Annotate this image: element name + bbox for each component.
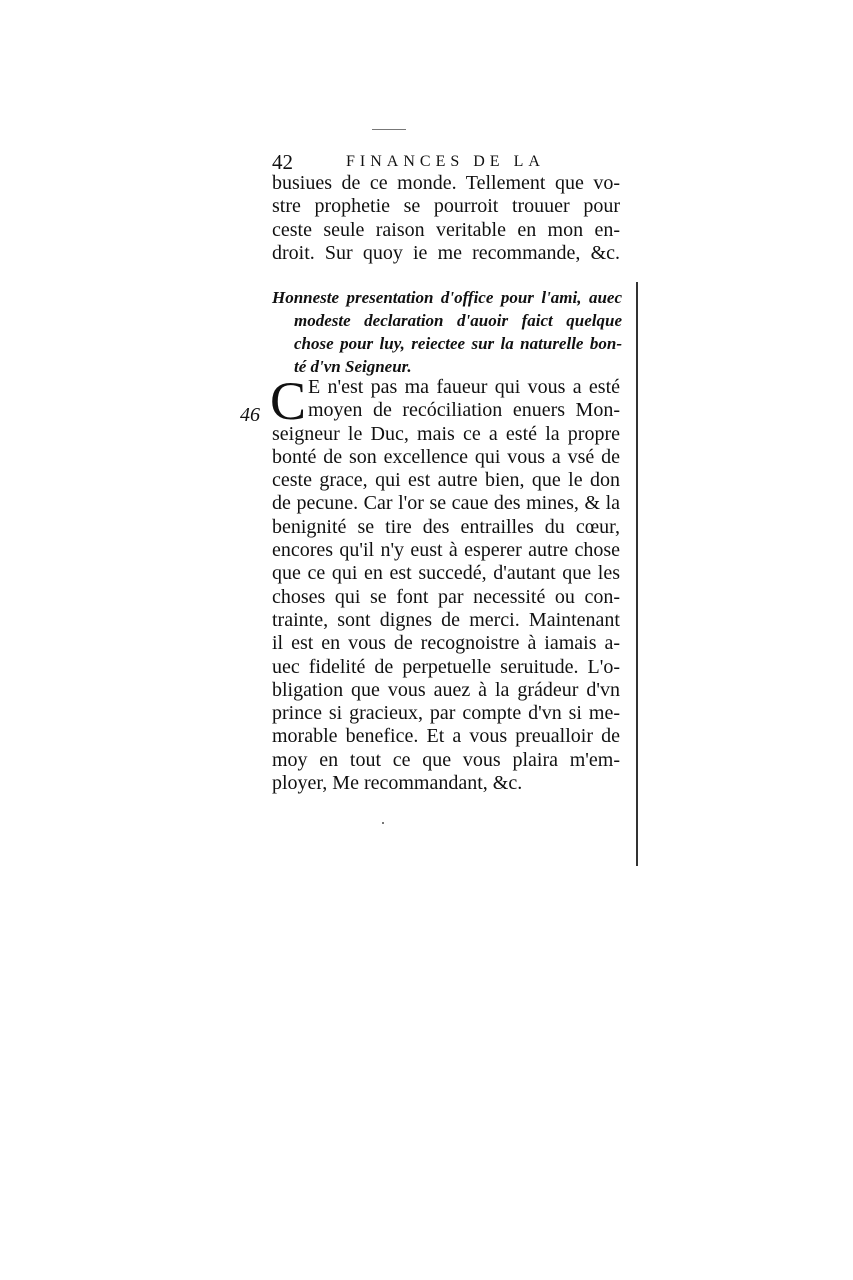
- page-edge-rule: [636, 282, 638, 866]
- running-title: FINANCES DE LA: [346, 153, 545, 170]
- text-line: ceste seule raison veritable en mon en-: [272, 218, 620, 241]
- heading-line: Honneste presentation d'office pour l'ami, auec: [272, 288, 622, 307]
- text-line: que ce qui en est succedé, d'autant que les: [272, 562, 620, 585]
- text-line: seigneur le Duc, mais ce a esté la propre: [272, 422, 620, 445]
- text-line: de pecune. Car l'or se caue des mines, & la: [272, 492, 620, 515]
- text-line: stre prophetie se pourroit trouuer pour: [272, 195, 620, 218]
- page-number: 42: [272, 150, 293, 174]
- text-line: E n'est pas ma faueur qui vous a esté: [308, 376, 620, 398]
- text-line: encores qu'il n'y eust à esperer autre chose: [272, 539, 620, 562]
- text-line: uec fidelité de perpetuelle seruitude. L'o-: [272, 655, 620, 678]
- text-line: ceste grace, qui est autre bien, que le don: [272, 469, 620, 492]
- text-line: ployer, Me recommandant, &c.: [272, 772, 523, 795]
- page-speck: [382, 822, 384, 824]
- page-speck: [372, 129, 406, 130]
- text-line: bonté de son excellence qui vous a vsé de: [272, 445, 620, 468]
- heading-line: té d'vn Seigneur.: [294, 357, 412, 376]
- text-line: busiues de ce monde. Tellement que vo-: [272, 172, 620, 194]
- letter-body: [270, 371, 620, 795]
- text-line: moy en tout ce que vous plaira m'em-: [272, 748, 620, 771]
- text-line: prince si gracieux, par compte d'vn si me-: [272, 702, 620, 725]
- text-line: morable benefice. Et a vous preualloir de: [272, 725, 620, 748]
- heading-line: modeste declaration d'auoir faict quelque: [294, 311, 622, 330]
- heading-line: chose pour luy, reiectee sur la naturelle bon-: [294, 334, 622, 353]
- continued-paragraph: [272, 172, 620, 265]
- text-line: droit. Sur quoy ie me recommande, &c.: [272, 241, 620, 264]
- text-line: moyen de recóciliation enuers Mon-: [308, 399, 620, 422]
- text-line: choses qui se font par necessité ou con-: [272, 585, 620, 608]
- text-line: il est en vous de recognoistre à iamais a-: [272, 632, 620, 655]
- letter-heading: [272, 286, 622, 378]
- text-line: trainte, sont dignes de merci. Maintenant: [272, 608, 620, 631]
- margin-note-number: 46: [240, 404, 260, 426]
- text-line: benignité se tire des entrailles du cœur,: [272, 515, 620, 538]
- drop-cap: C: [270, 371, 307, 431]
- text-line: bligation que vous auez à la grádeur d'vn: [272, 678, 620, 701]
